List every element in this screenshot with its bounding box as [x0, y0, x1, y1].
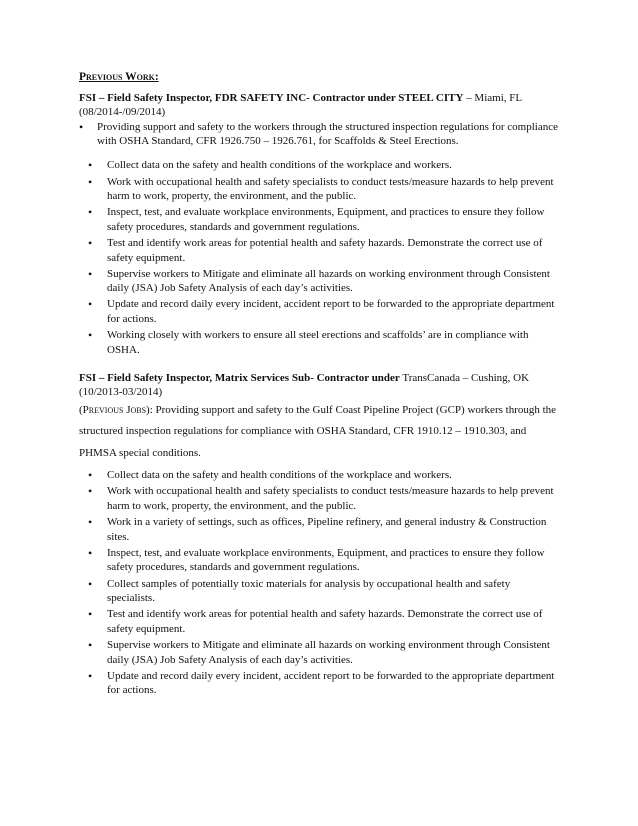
duty-list-item: • Work with occupational health and safety specialists to conduct tests/measure hazards to help prevent harm to work, property, the environment, and the public. [79, 484, 559, 513]
previous-jobs-label: (Previous Jobs): [79, 403, 153, 416]
job-summary-list [79, 120, 559, 149]
job-entry-fdr-safety [79, 91, 559, 358]
duty-list-item: • Supervise workers to Mitigate and eliminate all hazards on working environment through Consistent daily (JSA) Job Safety Analysis of each day’s activities. [79, 267, 559, 296]
section-heading-previous-work: Previous Work: [79, 71, 159, 83]
job-title [79, 371, 559, 386]
job-dates: (10/2013-03/2014) [79, 386, 163, 399]
job-location: TransCanada – Cushing, OK [399, 371, 530, 384]
duty-list-item: • Collect data on the safety and health conditions of the workplace and workers. [79, 468, 559, 483]
job-summary: Providing support and safety to the Gulf Coast Pipeline Project (GCP) workers through the structured inspection regulations for compliance with OSHA Standard, CFR 1910.12 – 1910.303, and PHMSA special conditions. [79, 403, 557, 459]
duty-list-item: • Inspect, test, and evaluate workplace environments, Equipment, and practices to ensure they follow safety procedures, standards and government regulations. [79, 546, 559, 575]
duty-list-item: • Test and identify work areas for potential health and safety hazards. Demonstrate the correct use of safety equipment. [79, 236, 559, 265]
job-summary-paragraph [79, 400, 559, 465]
duty-list-item: • Work with occupational health and safety specialists to conduct tests/measure hazards to help prevent harm to work, property, the environment, and the public. [79, 175, 559, 204]
duty-list-item: • Collect data on the safety and health conditions of the workplace and workers. [79, 158, 559, 173]
job-title-bold: FSI – Field Safety Inspector, Matrix Services Sub- Contractor under [79, 371, 400, 384]
job-duties-list [79, 468, 559, 697]
duty-list-item: • Update and record daily every incident, accident report to be forwarded to the appropriate department for actions. [79, 297, 559, 326]
duty-list-item: • Working closely with workers to ensure all steel erections and scaffolds’ are in compliance with OSHA. [79, 328, 559, 357]
job-summary: • Providing support and safety to the workers through the structured inspection regulations for compliance with OSHA Standard, CFR 1926.750 – 1926.761, for Scaffolds & Steel Erections. [79, 120, 559, 149]
duty-list-item: • Supervise workers to Mitigate and eliminate all hazards on working environment through Consistent daily (JSA) Job Safety Analysis of each day’s activities. [79, 638, 559, 667]
duty-list-item: • Work in a variety of settings, such as offices, Pipeline refinery, and general industry & Construction sites. [79, 515, 559, 544]
job-title [79, 91, 559, 106]
job-dates: (08/2014-/09/2014) [79, 106, 166, 119]
resume-page [79, 70, 559, 699]
job-title-bold: FSI – Field Safety Inspector, FDR SAFETY INC- Contractor under STEEL CITY [79, 91, 464, 104]
job-location: – Miami, FL [463, 91, 523, 104]
job-entry-matrix-services [79, 371, 559, 698]
duty-list-item: • Collect samples of potentially toxic materials for analysis by occupational health and safety specialists. [79, 577, 559, 606]
job-duties-list [79, 158, 559, 357]
duty-list-item: • Update and record daily every incident, accident report to be forwarded to the appropriate department for actions. [79, 669, 559, 698]
duty-list-item: • Test and identify work areas for potential health and safety hazards. Demonstrate the correct use of safety equipment. [79, 607, 559, 636]
duty-list-item: • Inspect, test, and evaluate workplace environments, Equipment, and practices to ensure they follow safety procedures, standards and government regulations. [79, 205, 559, 234]
